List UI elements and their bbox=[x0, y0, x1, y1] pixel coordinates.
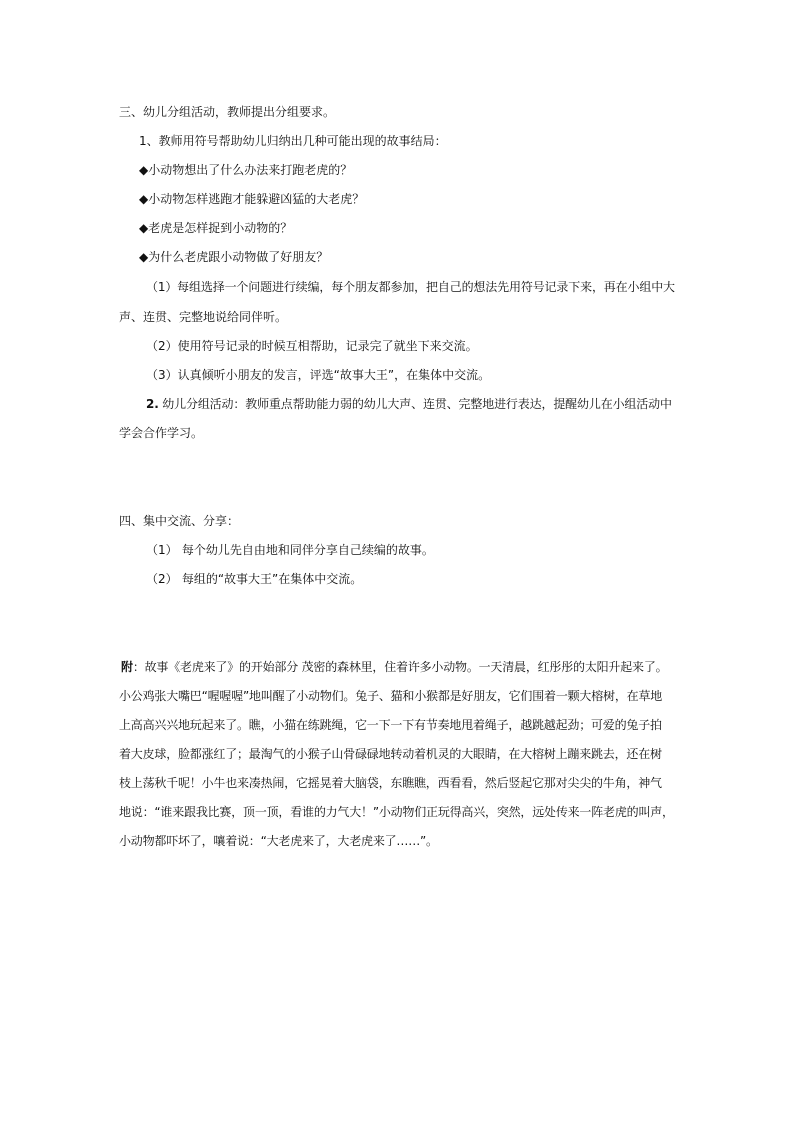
appendix-line-1 bbox=[121, 659, 667, 675]
item2-number: 2. bbox=[146, 397, 159, 411]
bullet-item: ◆小动物想出了什么办法来打跑老虎的？ bbox=[139, 163, 353, 177]
appendix-line: 地说：“谁来跟我比赛，顶一顶，看谁的力气大！”小动物们正玩得高兴，突然，远处传来一阵老虎的叫声， bbox=[119, 805, 674, 819]
bullet-item: ◆为什么老虎跟小动物做了好朋友？ bbox=[139, 250, 329, 264]
appendix-label: 附 bbox=[121, 660, 133, 674]
appendix-line: 小公鸡张大嘴巴“喔喔喔”地叫醒了小动物们。兔子、猫和小猴都是好朋友，它们围着一颗大榕树，在草地 bbox=[119, 689, 663, 703]
section3-heading: 三、幼儿分组活动，教师提出分组要求。 bbox=[119, 105, 336, 119]
share-item-1 bbox=[146, 542, 434, 558]
appendix-line: 着大皮球，脸都涨红了；最淘气的小猴子山骨碌碌地转动着机灵的大眼睛，在大榕树上蹦来跳去，还在树 bbox=[119, 747, 662, 761]
appendix-line: 小动物都吓坏了，嚷着说：“大老虎来了，大老虎来了……”。 bbox=[119, 834, 438, 848]
appendix-text: ：故事《老虎来了》的开始部分 茂密的森林里，住着许多小动物。一天清晨，红彤彤的太阳升起来了。 bbox=[132, 660, 668, 674]
requirement-1-line2: 声、连贯、完整地说给同伴听。 bbox=[119, 310, 288, 324]
section3-item1: 1、教师用符号帮助幼儿归纳出几种可能出现的故事结局： bbox=[139, 134, 447, 148]
share-item-2 bbox=[146, 571, 362, 587]
bullet-item: ◆小动物怎样逃跑才能躲避凶猛的大老虎？ bbox=[139, 192, 365, 206]
share-item-text: 每组的“故事大王”在集体中交流。 bbox=[181, 572, 363, 586]
bullet-item: ◆老虎是怎样捉到小动物的？ bbox=[139, 221, 293, 235]
item2-text: 幼儿分组活动：教师重点帮助能力弱的幼儿大声、连贯、完整地进行表达，提醒幼儿在小组活动中 bbox=[162, 397, 672, 411]
section4-heading: 四、集中交流、分享： bbox=[119, 514, 240, 528]
share-item-number: （1） bbox=[146, 543, 178, 557]
requirement-1-line1: （1）每组选择一个问题进行续编，每个朋友都参加，把自己的想法先用符号记录下来，再在小组中大 bbox=[146, 280, 675, 294]
appendix-line: 上高高兴兴地玩起来了。瞧，小猫在练跳绳，它一下一下有节奏地甩着绳子，越跳越起劲；可爱的兔子拍 bbox=[119, 718, 662, 732]
requirement-3: （3）认真倾听小朋友的发言，评选“故事大王”，在集体中交流。 bbox=[146, 368, 491, 382]
appendix-line: 枝上荡秋千呢！小牛也来凑热闹，它摇晃着大脑袋，东瞧瞧，西看看，然后竖起它那对尖尖的牛角，神气 bbox=[119, 776, 662, 790]
share-item-text: 每个幼儿先自由地和同伴分享自己续编的故事。 bbox=[181, 543, 434, 557]
section3-item2-line2: 学会合作学习。 bbox=[119, 426, 204, 440]
requirement-2: （2）使用符号记录的时候互相帮助，记录完了就坐下来交流。 bbox=[146, 339, 478, 353]
share-item-number: （2） bbox=[146, 572, 178, 586]
section3-item2-line1 bbox=[146, 396, 672, 412]
